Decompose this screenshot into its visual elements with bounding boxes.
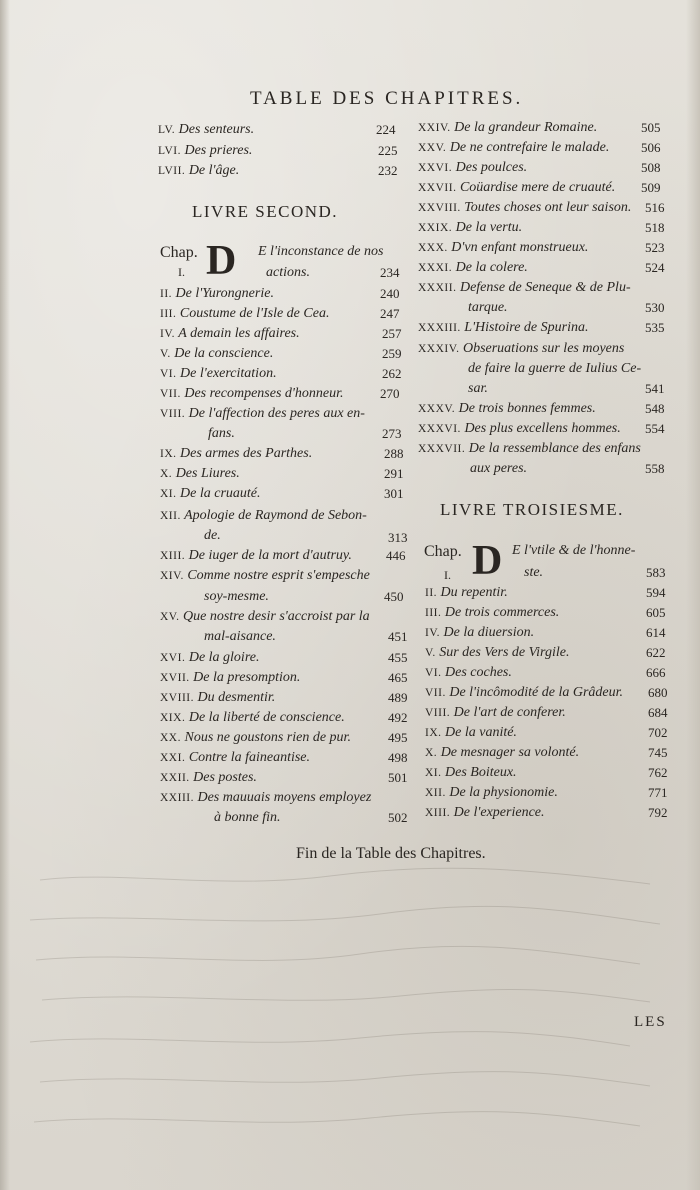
entry-title: Des Boiteux.	[445, 765, 517, 780]
entry-number: XIX.	[160, 712, 186, 724]
entry-number: X.	[160, 468, 173, 480]
entry-page: 502	[388, 810, 408, 825]
entry-number: V.	[160, 348, 171, 360]
faded-handwriting-bleedthrough	[0, 850, 700, 1180]
entry-title: Des prieres.	[184, 143, 253, 158]
toc-entry	[425, 724, 517, 742]
entry-number: III.	[160, 308, 177, 320]
entry-number: XXIII.	[160, 792, 194, 804]
toc-entry	[160, 567, 370, 585]
entry-title-continuation: à bonne fin.	[214, 810, 281, 825]
entry-title: De la ressemblance des enfans	[468, 441, 641, 456]
entry-page: 614	[646, 625, 666, 640]
entry-number: XXVIII.	[418, 202, 461, 214]
entry-page: 225	[378, 143, 398, 158]
entry-title: De l'exercitation.	[180, 366, 277, 381]
entry-title: Defense de Seneque & de Plu-	[459, 280, 631, 295]
entry-title: Contre la faineantise.	[188, 750, 311, 765]
entry-number: LV.	[158, 124, 176, 136]
toc-entry	[160, 729, 351, 747]
toc-entry	[418, 239, 588, 257]
entry-page: 455	[388, 650, 408, 665]
entry-title: Nous ne goustons rien de pur.	[184, 730, 351, 745]
entry-title: De ne contrefaire le malade.	[449, 140, 610, 155]
entry-title: Des senteurs.	[178, 122, 255, 137]
entry-number: XXIX.	[418, 222, 453, 234]
entry-title: De trois bonnes femmes.	[458, 401, 596, 416]
entry-title: De la vanité.	[445, 725, 517, 740]
entry-title: Coustume de l'Isle de Cea.	[179, 306, 330, 321]
entry-title: Des mauuais moyens employez	[197, 790, 372, 805]
toc-entry	[418, 179, 615, 197]
entry-title: De l'art de conferer.	[453, 705, 566, 720]
entry-number: XVI.	[160, 652, 186, 664]
toc-entry	[160, 547, 352, 565]
entry-number: VII.	[425, 687, 446, 699]
entry-title: Des poulces.	[455, 160, 528, 175]
toc-entry	[418, 259, 528, 277]
entry-page: 684	[648, 705, 668, 720]
toc-entry	[425, 584, 508, 602]
entry-number: XVIII.	[160, 692, 194, 704]
entry-title: De la conscience.	[174, 346, 274, 361]
entry-page: 501	[388, 770, 408, 785]
entry-page: 530	[645, 300, 665, 315]
entry-page: 509	[641, 180, 661, 195]
entry-title: De trois commerces.	[444, 605, 560, 620]
toc-entry	[158, 162, 239, 180]
entry-number: IX.	[425, 727, 442, 739]
entry-number: XXXVI.	[418, 423, 461, 435]
entry-number: XV.	[160, 611, 180, 623]
end-note: Fin de la Table des Chapitres.	[296, 845, 486, 862]
entry-number: XXXVII.	[418, 443, 466, 455]
entry-page: 232	[378, 163, 398, 178]
entry-number: XVII.	[160, 672, 190, 684]
entry-title: De l'Yurongnerie.	[175, 286, 274, 301]
toc-entry	[160, 305, 329, 323]
entry-title: De la cruauté.	[180, 486, 261, 501]
entry-page: 446	[386, 548, 406, 563]
toc-entry	[160, 465, 240, 483]
chap-number: I.	[178, 265, 185, 279]
entry-page: 558	[645, 461, 665, 476]
entry-title: Que nostre desir s'accroist par la	[183, 609, 370, 624]
entry-title-continuation: de faire la guerre de Iulius Ce-	[468, 361, 642, 376]
toc-entry	[160, 385, 344, 403]
entry-page: 548	[645, 401, 665, 416]
entry-page: 508	[641, 160, 661, 175]
entry-title-continuation: tarque.	[468, 300, 508, 315]
entry-title-continuation: ste.	[524, 565, 544, 580]
entry-title: De la diuersion.	[443, 625, 535, 640]
entry-title-continuation: aux peres.	[470, 461, 528, 476]
toc-entry	[418, 219, 522, 237]
entry-title: Des coches.	[445, 665, 512, 680]
entry-page: 594	[646, 585, 666, 600]
entry-number: XIII.	[425, 807, 451, 819]
entry-page: 745	[648, 745, 668, 760]
entry-title-continuation: fans.	[208, 426, 235, 441]
toc-entry	[158, 121, 254, 139]
entry-number: II.	[425, 587, 438, 599]
toc-entry	[418, 199, 631, 217]
toc-entry	[418, 440, 641, 458]
toc-entry	[425, 624, 534, 642]
toc-entry	[160, 789, 371, 807]
toc-entry	[160, 485, 261, 503]
chap-label: Chap.	[160, 244, 198, 261]
entry-page: 680	[648, 685, 668, 700]
entry-page: 516	[645, 200, 665, 215]
entry-number: XX.	[160, 732, 181, 744]
entry-title: De la gloire.	[188, 650, 260, 665]
entry-number: LVII.	[158, 165, 186, 177]
section-heading-livre-second: LIVRE SECOND.	[192, 202, 339, 221]
toc-entry	[418, 119, 597, 137]
toc-entry	[160, 405, 365, 423]
entry-page: 622	[646, 645, 666, 660]
entry-page: 524	[645, 260, 665, 275]
toc-entry	[425, 664, 512, 682]
entry-page: 288	[384, 446, 404, 461]
entry-number: XXVI.	[418, 162, 453, 174]
entry-page: 240	[380, 286, 400, 301]
chap-number: I.	[444, 568, 451, 582]
entry-number: IV.	[425, 627, 441, 639]
entry-page: 451	[388, 629, 408, 644]
entry-title: Sur des Vers de Virgile.	[439, 645, 570, 660]
entry-title: Du repentir.	[440, 585, 508, 600]
entry-number: IV.	[160, 328, 176, 340]
entry-title: Toutes choses ont leur saison.	[464, 200, 632, 215]
entry-title-continuation: sar.	[468, 381, 488, 396]
toc-entry	[418, 139, 609, 157]
entry-number: XI.	[160, 488, 177, 500]
entry-page: 273	[382, 426, 402, 441]
entry-title: De l'experience.	[453, 805, 545, 820]
entry-title: De l'âge.	[188, 163, 240, 178]
entry-title-continuation: soy-mesme.	[204, 589, 269, 604]
entry-title: Des postes.	[193, 770, 257, 785]
entry-title-continuation: mal-aisance.	[204, 629, 276, 644]
toc-entry	[160, 649, 259, 667]
toc-entry	[425, 784, 558, 802]
entry-page: 554	[645, 421, 665, 436]
toc-entry	[418, 279, 631, 297]
page-header: TABLE DES CHAPITRES.	[250, 88, 524, 109]
entry-title: De la liberté de conscience.	[188, 710, 345, 725]
toc-entry	[160, 709, 345, 727]
entry-page: 583	[646, 565, 666, 580]
entry-title: E l'vtile & de l'honne-	[512, 543, 636, 558]
toc-entry	[160, 749, 310, 767]
toc-entry	[425, 684, 623, 702]
toc-entry	[160, 285, 274, 303]
entry-number: X.	[425, 747, 438, 759]
toc-entry	[160, 445, 312, 463]
toc-entry	[418, 319, 588, 337]
entry-number: XXI.	[160, 752, 186, 764]
entry-page: 489	[388, 690, 408, 705]
entry-page: 605	[646, 605, 666, 620]
entry-page: 257	[382, 326, 402, 341]
entry-number: VII.	[160, 388, 181, 400]
entry-title: E l'inconstance de nos	[258, 244, 384, 259]
entry-page: 495	[388, 730, 408, 745]
entry-number: XXX.	[418, 242, 448, 254]
toc-entry	[160, 608, 370, 626]
entry-title: Du desmentir.	[197, 690, 276, 705]
entry-title: Comme nostre esprit s'empesche	[187, 568, 370, 583]
entry-title: Des recompenses d'honneur.	[184, 386, 344, 401]
entry-page: 506	[641, 140, 661, 155]
entry-number: III.	[425, 607, 442, 619]
entry-page: 518	[645, 220, 665, 235]
toc-entry	[418, 420, 621, 438]
entry-page: 771	[648, 785, 668, 800]
toc-entry	[425, 804, 545, 822]
toc-entry	[425, 744, 579, 762]
entry-number: XI.	[425, 767, 442, 779]
entry-title: Obseruations sur les moyens	[462, 341, 625, 356]
entry-page: 792	[648, 805, 668, 820]
entry-page: 492	[388, 710, 408, 725]
entry-title: De la colere.	[455, 260, 528, 275]
entry-number: VIII.	[160, 408, 186, 420]
toc-entry	[418, 400, 596, 418]
toc-entry	[418, 340, 624, 358]
entry-page: 762	[648, 765, 668, 780]
entry-page: 234	[380, 265, 400, 280]
toc-entry	[158, 142, 252, 160]
entry-title: De la vertu.	[455, 220, 523, 235]
section-heading-livre-troisiesme: LIVRE TROISIESME.	[440, 500, 624, 519]
drop-cap: D	[472, 538, 503, 584]
entry-page: 541	[645, 381, 665, 396]
catchword: LES	[634, 1014, 667, 1030]
entry-number: XXXV.	[418, 403, 456, 415]
entry-title: De l'affection des peres aux en-	[188, 406, 365, 421]
entry-page: 535	[645, 320, 665, 335]
entry-number: XXXIV.	[418, 343, 460, 355]
entry-title: De la presomption.	[193, 670, 301, 685]
entry-page: 224	[376, 122, 396, 137]
entry-number: XXXIII.	[418, 322, 461, 334]
toc-entry	[418, 159, 527, 177]
toc-entry	[160, 769, 257, 787]
entry-page: 505	[641, 120, 661, 135]
entry-page: 523	[645, 240, 665, 255]
entry-number: XXXI.	[418, 262, 453, 274]
entry-title-continuation: actions.	[266, 265, 310, 280]
entry-number: XXXII.	[418, 282, 457, 294]
entry-number: VI.	[160, 368, 177, 380]
toc-entry	[160, 507, 367, 525]
entry-title: A demain les affaires.	[178, 326, 300, 341]
entry-title-continuation: de.	[204, 528, 221, 543]
entry-number: XXV.	[418, 142, 447, 154]
chap-label: Chap.	[424, 543, 462, 560]
toc-entry	[425, 644, 569, 662]
entry-title: De mesnager sa volonté.	[440, 745, 580, 760]
entry-title: De la grandeur Romaine.	[454, 120, 598, 135]
entry-number: XXII.	[160, 772, 190, 784]
entry-title: De la physionomie.	[449, 785, 558, 800]
entry-number: XIV.	[160, 570, 184, 582]
entry-page: 702	[648, 725, 668, 740]
entry-page: 270	[380, 386, 400, 401]
entry-number: V.	[425, 647, 436, 659]
entry-title: D'vn enfant monstrueux.	[451, 240, 589, 255]
entry-number: VIII.	[425, 707, 451, 719]
toc-entry	[160, 689, 275, 707]
entry-title: Coüardise mere de cruauté.	[459, 180, 616, 195]
entry-page: 450	[384, 589, 404, 604]
entry-number: IX.	[160, 448, 177, 460]
toc-entry	[425, 704, 566, 722]
entry-page: 247	[380, 306, 400, 321]
entry-page: 262	[382, 366, 402, 381]
drop-cap: D	[206, 238, 237, 284]
entry-number: LVI.	[158, 145, 181, 157]
entry-number: XII.	[160, 510, 181, 522]
entry-number: XIII.	[160, 550, 186, 562]
entry-title: De l'incômodité de la Grâdeur.	[449, 685, 624, 700]
entry-number: VI.	[425, 667, 442, 679]
entry-page: 498	[388, 750, 408, 765]
entry-title: Des Liures.	[175, 466, 240, 481]
entry-page: 666	[646, 665, 666, 680]
entry-title: Apologie de Raymond de Sebon-	[184, 508, 367, 523]
entry-number: XXVII.	[418, 182, 457, 194]
toc-entry	[160, 345, 273, 363]
entry-number: XII.	[425, 787, 446, 799]
entry-title: De iuger de la mort d'autruy.	[188, 548, 352, 563]
entry-title: Des armes des Parthes.	[180, 446, 313, 461]
entry-page: 301	[384, 486, 404, 501]
entry-number: II.	[160, 288, 173, 300]
entry-title: Des plus excellens hommes.	[464, 421, 621, 436]
entry-title: L'Histoire de Spurina.	[464, 320, 589, 335]
toc-entry	[160, 325, 300, 343]
toc-entry	[160, 365, 277, 383]
entry-page: 291	[384, 466, 404, 481]
entry-page: 465	[388, 670, 408, 685]
entry-number: XXIV.	[418, 122, 451, 134]
entry-page: 259	[382, 346, 402, 361]
toc-entry	[425, 764, 517, 782]
toc-entry	[425, 604, 559, 622]
entry-page: 313	[388, 530, 408, 545]
toc-entry	[160, 669, 300, 687]
